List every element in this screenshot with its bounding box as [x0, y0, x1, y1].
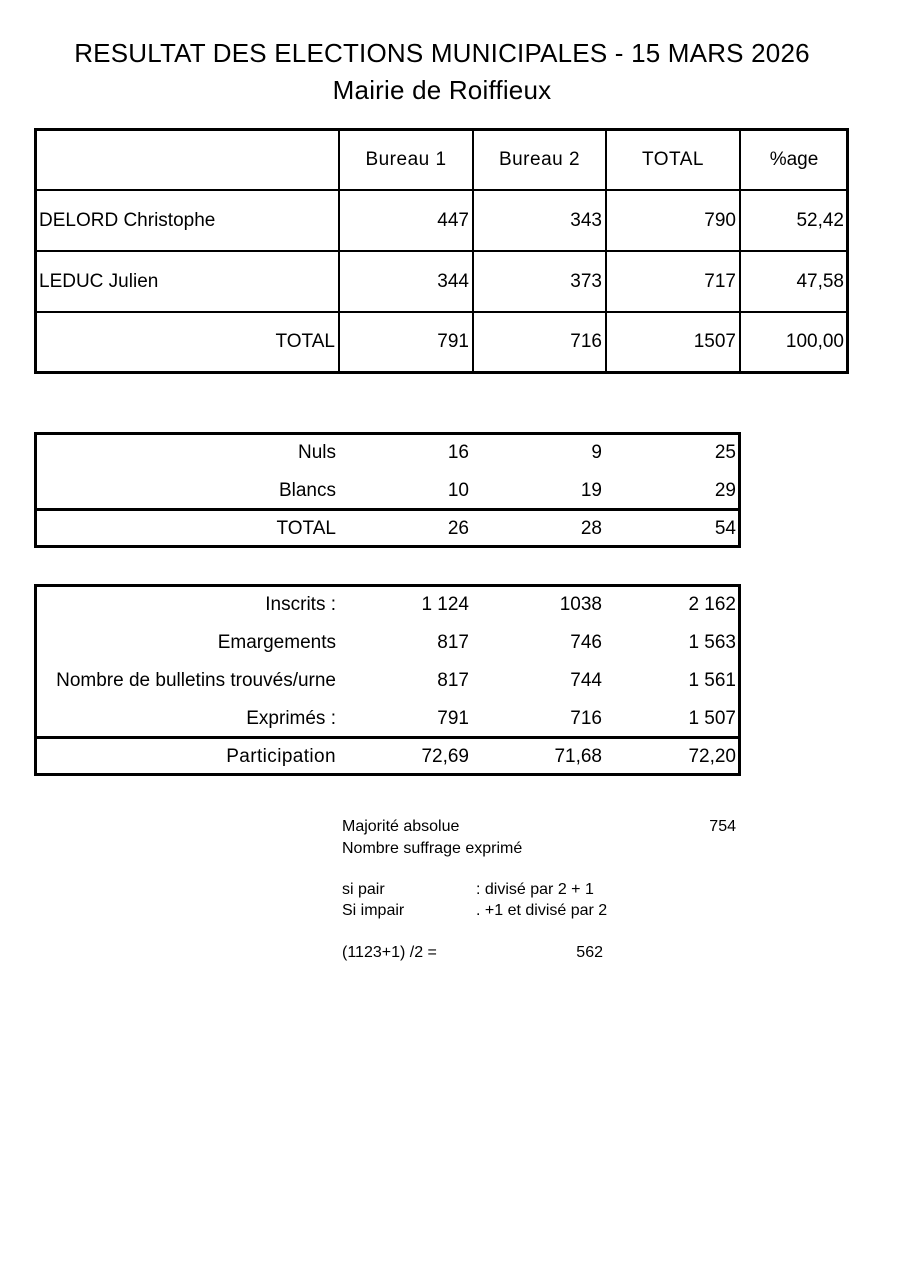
participation-bureau-1: 72,69 — [421, 745, 469, 767]
emargements-total: 1 563 — [688, 632, 736, 653]
nuls-label: Nuls — [297, 442, 336, 463]
bulletins-bureau-2: 744 — [570, 670, 602, 691]
candidate-bureau-1: 344 — [437, 270, 469, 292]
blancs-bureau-2: 19 — [580, 480, 602, 501]
emargements-bureau-2: 746 — [570, 632, 602, 653]
majorite-value: 754 — [709, 818, 736, 835]
inscrits-label: Inscrits : — [265, 594, 336, 615]
candidate-total: 717 — [704, 270, 736, 292]
results-total-bureau-1: 791 — [437, 331, 469, 352]
exprimes-total: 1 507 — [688, 707, 736, 729]
inscrits-bureau-2: 1038 — [559, 594, 602, 615]
candidate-bureau-2: 373 — [570, 270, 602, 292]
results-total-percentage: 100,00 — [785, 331, 844, 352]
candidate-bureau-1: 447 — [437, 209, 469, 231]
candidate-name: DELORD Christophe — [39, 209, 216, 231]
bulletins-label: Nombre de bulletins trouvés/urne — [56, 670, 336, 691]
candidate-percentage: 52,42 — [796, 209, 844, 231]
candidate-name: LEDUC Julien — [39, 270, 159, 292]
nuls-total: 25 — [714, 442, 736, 463]
exprimes-bureau-1: 791 — [437, 707, 469, 729]
blancs-total: 29 — [714, 480, 736, 501]
formula-value: 562 — [576, 944, 603, 961]
candidate-percentage: 47,58 — [796, 270, 844, 292]
bulletins-bureau-1: 817 — [437, 670, 469, 691]
impair-label: Si impair — [342, 902, 405, 919]
invalid-total-total: 54 — [714, 517, 736, 539]
invalid-total-bureau-1: 26 — [447, 517, 469, 539]
results-total-total: 1507 — [693, 331, 736, 352]
exprimes-bureau-2: 716 — [570, 707, 602, 729]
exprimes-label: Exprimés : — [246, 707, 336, 729]
majorite-label: Majorité absolue — [342, 818, 460, 835]
blancs-label: Blancs — [278, 480, 336, 501]
nuls-bureau-1: 16 — [447, 442, 469, 463]
results-total-bureau-2: 716 — [570, 331, 602, 352]
nuls-bureau-2: 9 — [591, 442, 602, 463]
bulletins-total: 1 561 — [688, 670, 736, 691]
header-percentage: %age — [769, 149, 819, 170]
inscrits-total: 2 162 — [688, 594, 736, 615]
emargements-bureau-1: 817 — [437, 632, 469, 653]
header-bureau-2: Bureau 2 — [498, 149, 581, 170]
participation-total: 72,20 — [688, 745, 736, 767]
invalid-total-bureau-2: 28 — [580, 517, 602, 539]
emargements-label: Emargements — [217, 632, 336, 653]
invalid-total-label: TOTAL — [276, 517, 336, 539]
participation-bureau-2: 71,68 — [554, 745, 602, 767]
candidate-bureau-2: 343 — [570, 209, 602, 231]
candidate-total: 790 — [704, 209, 736, 231]
pair-rule: : divisé par 2 + 1 — [476, 881, 594, 898]
blancs-bureau-1: 10 — [447, 480, 469, 501]
formula: (1123+1) /2 = — [342, 944, 437, 961]
page-title: RESULTAT DES ELECTIONS MUNICIPALES - 15 MARS 2026 — [74, 38, 810, 68]
participation-label: Participation — [226, 745, 336, 767]
page-subtitle: Mairie de Roiffieux — [332, 75, 552, 105]
inscrits-bureau-1: 1 124 — [421, 594, 469, 615]
pair-label: si pair — [342, 881, 385, 898]
header-bureau-1: Bureau 1 — [365, 149, 447, 170]
results-total-label: TOTAL — [275, 331, 335, 352]
header-total: TOTAL — [642, 149, 704, 170]
suffrage-label: Nombre suffrage exprimé — [342, 840, 523, 857]
impair-rule: . +1 et divisé par 2 — [476, 902, 608, 919]
